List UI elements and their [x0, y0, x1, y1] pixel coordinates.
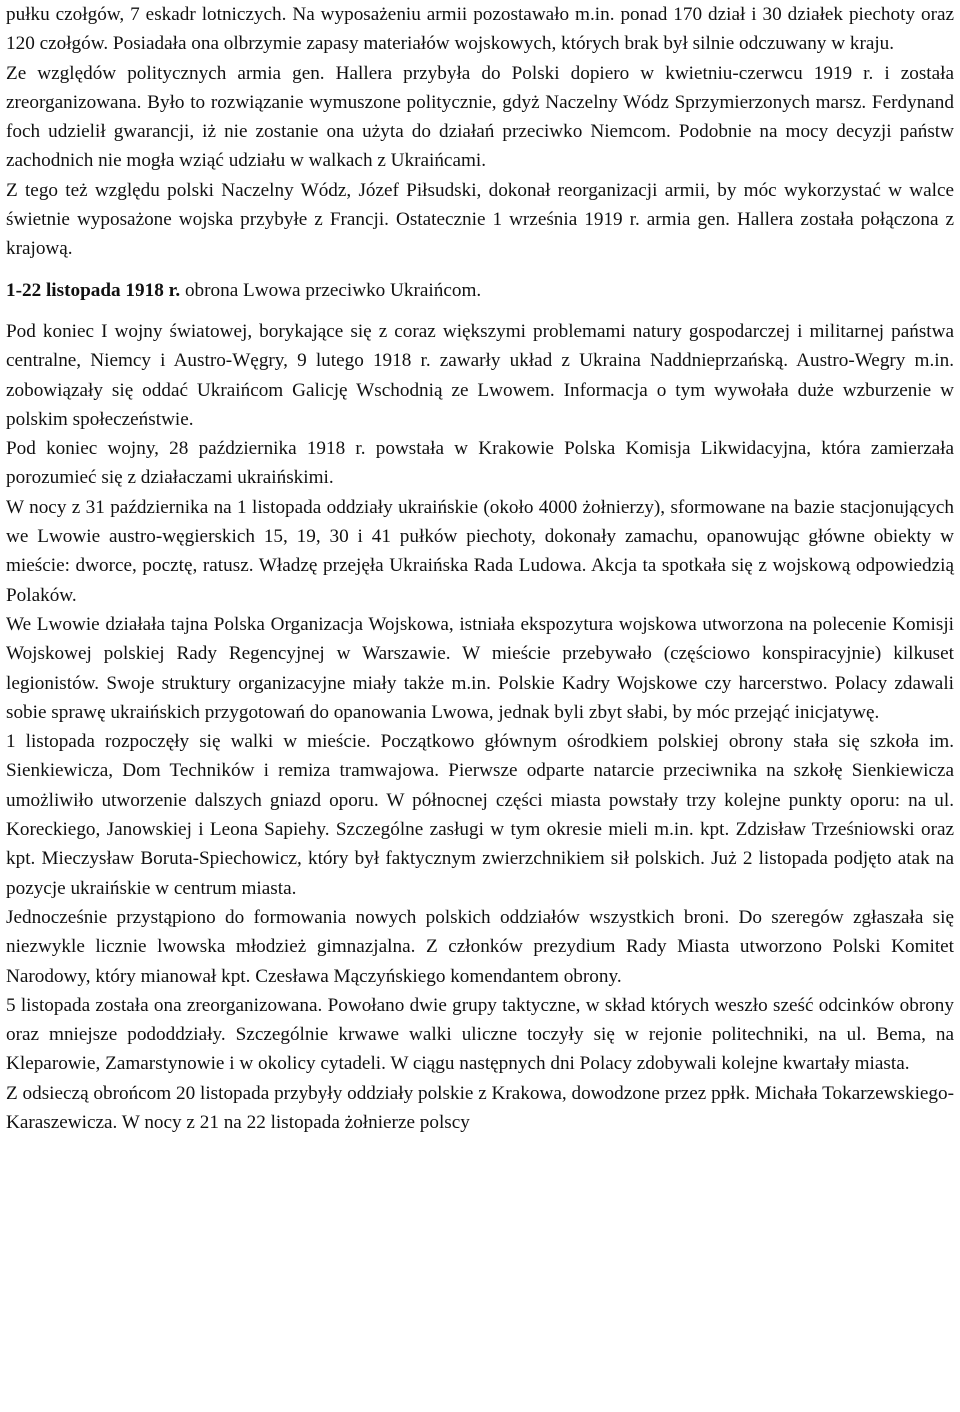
paragraph-haller-arrival: Ze względów politycznych armia gen. Hallera przybyła do Polski dopiero w kwietniu-czerwcu 1919 r. i została zreorganizowana. Było to rozwiązanie wymuszone politycznie, gdyż Naczelny Wódz Sprzymierzonych marsz. Ferdynand foch udzielił gwarancji, iż nie zostanie ona użyta do działań przeciwko Niemcom. Podobnie na mocy decyzji państw zachodnich nie mogła wziąć udziału w walkach z Ukraińcami.: [6, 62, 954, 172]
paragraph-relief-krakow: Z odsieczą obrońcom 20 listopada przybyły oddziały polskie z Krakowa, dowodzone przez ppłk. Michała Tokarzewskiego-Karaszewicza. W nocy z 21 na 22 listopada żołnierze polscy: [6, 1082, 954, 1133]
paragraph-pilsudski-reorganization: Z tego też względu polski Naczelny Wódz, Józef Piłsudski, dokonał reorganizacji armii, by móc wykorzystać w walce świetnie wyposażone wojska przybyłe z Francji. Ostatecznie 1 września 1919 r. armia gen. Hallera została połączona z krajową.: [6, 179, 954, 260]
document-page: [6, 0, 954, 1137]
paragraph-fighting-begins: 1 listopada rozpoczęły się walki w mieście. Początkowo głównym ośrodkiem polskiej obrony stała się szkoła im. Sienkiewicza, Dom Techników i remiza tramwajowa. Pierwsze odparte natarcie przeciwnika na szkołę Sienkiewicza umożliwiło utworzenie dalszych gniazd oporu. W północnej części miasta powstały trzy kolejne punkty oporu: na ul. Koreckiego, Janowskiej i Leona Sapiehy. Szczególne zasługi w tym okresie mieli m.in. kpt. Zdzisław Trześniowski oraz kpt. Mieczysław Boruta-Spiechowicz, który był faktycznym zwierzchnikiem sił polskich. Już 2 listopada podjęto atak na pozycje ukraińskie w centrum miasta.: [6, 731, 954, 899]
section-heading: [6, 276, 954, 305]
paragraph-haller-army-equipment: pułku czołgów, 7 eskadr lotniczych. Na wyposażeniu armii pozostawało m.in. ponad 170 dział i 30 działek piechoty oraz 120 czołgów. Posiadała ona olbrzymie zapasy materiałów wojskowych, których brak był silnie odczuwany w kraju.: [6, 4, 954, 55]
paragraph-new-units: Jednocześnie przystąpiono do formowania nowych polskich oddziałów wszystkich broni. Do szeregów zgłaszała się niezwykle licznie lwowska młodzież gimnazjalna. Z członków prezydium Rady Miasta utworzono Polski Komitet Narodowy, który mianował kpt. Czesława Mączyńskiego komendantem obrony.: [6, 906, 954, 987]
paragraph-ukrainian-coup: W nocy z 31 października na 1 listopada oddziały ukraińskie (około 4000 żołnierzy), sformowane na bazie stacjonujących we Lwowie austro-węgierskich 15, 19, 30 i 41 pułków piechoty, dokonały zamachu, opanowując główne obiekty w mieście: dworce, pocztę, ratusz. Władzę przejęła Ukraińska Rada Ludowa. Akcja ta spotkała się z wojskową odpowiedzią Polaków.: [6, 496, 954, 606]
paragraph-reorganization: 5 listopada została ona zreorganizowana. Powołano dwie grupy taktyczne, w skład których weszło sześć odcinków obrony oraz mniejsze pododdziały. Szczególnie krwawe walki uliczne toczyły się w rejonie politechniki, na ul. Bema, na Kleparowie, Zamarstynowie i w okolicy cytadeli. W ciągu następnych dni Polacy zdobywali kolejne kwartały miasta.: [6, 994, 954, 1075]
paragraph-liquidation-commission: Pod koniec wojny, 28 października 1918 r. powstała w Krakowie Polska Komisja Likwidacyjna, która zamierzała porozumieć się z działaczami ukraińskimi.: [6, 438, 954, 489]
paragraph-end-of-war: Pod koniec I wojny światowej, borykające się z coraz większymi problemami natury gospodarczej i militarnej państwa centralne, Niemcy i Austro-Węgry, 9 lutego 1918 r. zawarły układ z Ukraina Naddnieprzańską. Austro-Wegry m.in. zobowiązały się oddać Ukraińcom Galicję Wschodnią ze Lwowem. Informacja o tym wywołała duże wzburzenie w polskim społeczeństwie.: [6, 320, 954, 430]
section-heading-title: obrona Lwowa przeciwko Ukraińcom.: [180, 279, 482, 301]
section-heading-date: 1-22 listopada 1918 r.: [6, 279, 181, 301]
paragraph-polish-organization: We Lwowie działała tajna Polska Organizacja Wojskowa, istniała ekspozytura wojskowa utworzona na polecenie Komisji Wojskowej polskiej Rady Regencyjnej w Warszawie. W mieście przebywało (częściowo konspiracyjnie) kilkuset legionistów. Swoje struktury organizacyjne miały także m.in. Polskie Kadry Wojskowe czy harcerstwo. Polacy zdawali sobie sprawę ukraińskich przygotowań do opanowania Lwowa, jednak byli zbyt słabi, by móc przejąć inicjatywę.: [6, 613, 954, 723]
